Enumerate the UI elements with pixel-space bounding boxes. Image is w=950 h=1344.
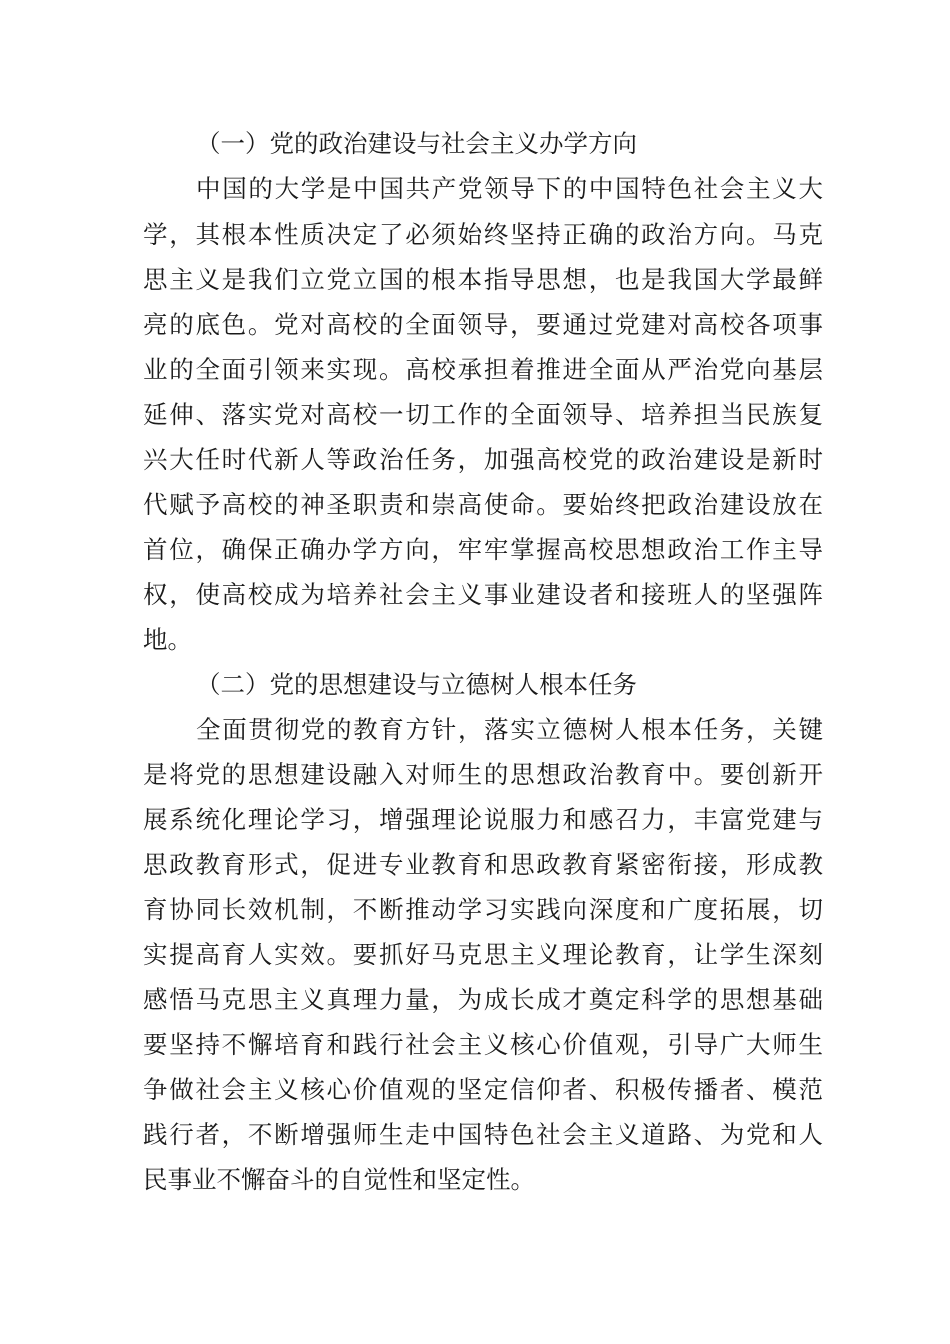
section-2-line-11: 民事业不懈奋斗的自觉性和坚定性。	[143, 1165, 535, 1194]
section-2-line-7: 感悟马克思主义真理力量，为成长成才奠定科学的思想基础	[143, 985, 823, 1014]
section-1-line-7: 兴大任时代新人等政治任务，加强高校党的政治建设是新时	[143, 445, 823, 474]
section-2-line-8: 要坚持不懈培育和践行社会主义核心价值观，引导广大师生	[143, 1030, 823, 1059]
section-1-line-5: 业的全面引领来实现。高校承担着推进全面从严治党向基层	[143, 355, 823, 384]
section-2-line-5: 育协同长效机制，不断推动学习实践向深度和广度拓展，切	[143, 895, 823, 924]
section-2-line-2: 是将党的思想建设融入对师生的思想政治教育中。要创新开	[143, 760, 823, 789]
section-2-line-10: 践行者，不断增强师生走中国特色社会主义道路、为党和人	[143, 1120, 823, 1149]
section-1-line-11: 地。	[143, 625, 192, 654]
section-1-line-3: 思主义是我们立党立国的根本指导思想，也是我国大学最鲜	[143, 265, 823, 294]
section-1-heading: （一）党的政治建设与社会主义办学方向	[196, 129, 637, 158]
section-2-line-3: 展系统化理论学习，增强理论说服力和感召力，丰富党建与	[143, 805, 823, 834]
section-1-line-1: 中国的大学是中国共产党领导下的中国特色社会主义大	[196, 174, 823, 203]
section-2-heading: （二）党的思想建设与立德树人根本任务	[196, 670, 637, 699]
section-1-line-6: 延伸、落实党对高校一切工作的全面领导、培养担当民族复	[143, 400, 823, 429]
section-2-line-4: 思政教育形式，促进专业教育和思政教育紧密衔接，形成教	[143, 850, 823, 879]
section-1-line-8: 代赋予高校的神圣职责和崇高使命。要始终把政治建设放在	[143, 490, 823, 519]
section-2-line-9: 争做社会主义核心价值观的坚定信仰者、积极传播者、模范	[143, 1075, 823, 1104]
section-1-line-9: 首位，确保正确办学方向，牢牢掌握高校思想政治工作主导	[143, 535, 823, 564]
section-2-line-1: 全面贯彻党的教育方针，落实立德树人根本任务，关键	[196, 715, 823, 744]
section-1-line-4: 亮的底色。党对高校的全面领导，要通过党建对高校各项事	[143, 310, 823, 339]
section-1-line-2: 学，其根本性质决定了必须始终坚持正确的政治方向。马克	[143, 220, 823, 249]
section-1-line-10: 权，使高校成为培养社会主义事业建设者和接班人的坚强阵	[143, 580, 823, 609]
section-2-line-6: 实提高育人实效。要抓好马克思主义理论教育，让学生深刻	[143, 940, 823, 969]
